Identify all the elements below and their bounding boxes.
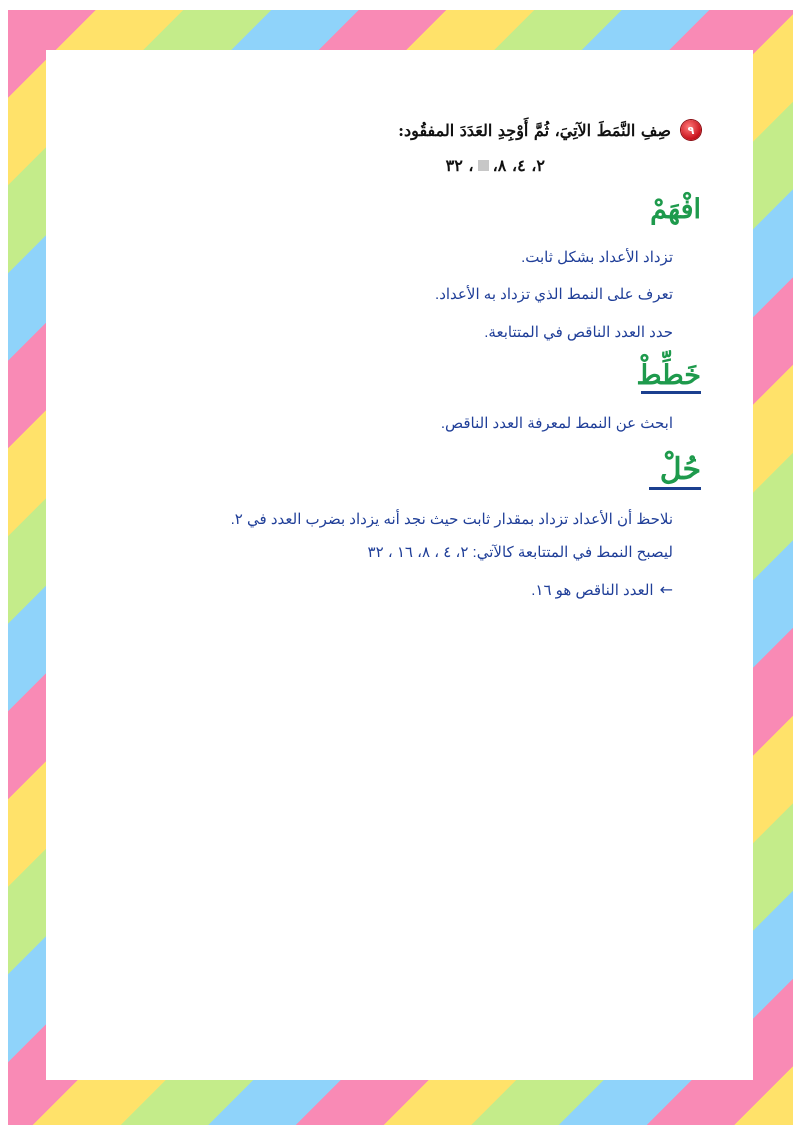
sequence-end: ، ٣٢ xyxy=(445,156,474,175)
heading-underline xyxy=(649,487,701,490)
hal-line-1: نلاحظ أن الأعداد تزداد بمقدار ثابت حيث نجد أنه يزداد بضرب العدد في ٢. xyxy=(230,511,673,528)
number-sequence xyxy=(446,156,545,175)
arrow-left-icon: ← xyxy=(659,580,673,599)
worksheet-content xyxy=(46,50,753,1080)
hal-line-2: ليصبح النمط في المتتابعة كالآتي: ٢، ٤ ، ٨، ١٦ ، ٣٢ xyxy=(367,544,673,561)
heading-hal-wrap xyxy=(649,452,701,490)
heading-khattit-wrap xyxy=(637,362,701,394)
heading-hal: حُلْ xyxy=(659,452,701,487)
answer-line xyxy=(531,580,673,599)
afham-line-1: تزداد الأعداد بشكل ثابت. xyxy=(521,249,673,266)
afham-line-2: تعرف على النمط الذي تزداد به الأعداد. xyxy=(435,286,673,303)
red-bullet-icon: ٩ xyxy=(681,120,701,140)
worksheet-page xyxy=(46,50,753,1080)
khattit-line: ابحث عن النمط لمعرفة العدد الناقص. xyxy=(440,415,673,432)
heading-khattit: خَطِّطْ xyxy=(636,360,701,391)
heading-afham: افْهَمْ xyxy=(650,194,701,225)
missing-number-box xyxy=(478,160,489,171)
question-line xyxy=(398,120,701,140)
question-text: صِفِ النَّمَطَ الآتِيَ، ثُمَّ أَوْجِدِ العَدَدَ المفقُود: xyxy=(398,120,671,140)
afham-line-3: حدد العدد الناقص في المتتابعة. xyxy=(484,324,673,341)
heading-underline xyxy=(641,391,701,394)
answer-text: العدد الناقص هو ١٦. xyxy=(531,581,654,599)
sequence-start: ٢، ٤، ٨، xyxy=(492,156,545,175)
